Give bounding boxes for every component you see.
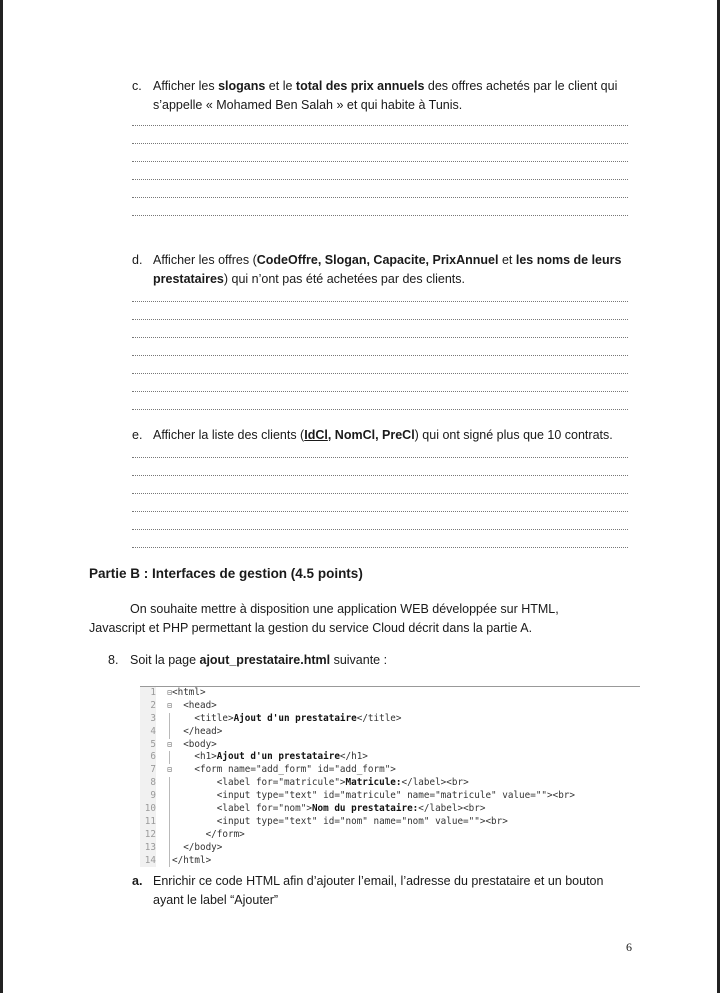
text: et [498,253,516,267]
code-line [140,855,640,868]
line-number: 5 [140,739,156,752]
answer-line [132,180,628,198]
line-number: 2 [140,700,156,713]
fold-guide [169,790,170,803]
code-line [140,829,640,842]
code-bold-text: Ajout d'un prestataire [233,712,357,724]
line-number: 6 [140,751,156,764]
bold-text: total des prix annuels [295,79,425,93]
text: Afficher la liste des clients ( [153,428,305,442]
code-listing [140,686,640,867]
fold-guide [169,726,170,739]
answer-line [132,440,628,458]
code-markup: </label><br> [418,803,486,815]
text: Afficher les offres ( [153,253,257,267]
section-title: Partie B : Interfaces de gestion (4.5 points) [89,566,363,581]
answer-line [132,126,628,144]
line-number: 13 [140,842,156,855]
text: Soit la page [130,653,200,667]
question-8 [108,653,387,667]
code-markup: <input type="text" id="nom" name="nom" value=""><br> [172,815,508,827]
answer-line [132,320,628,338]
line-number: 1 [140,687,156,700]
code-line [140,726,640,739]
text: ) qui ont signé plus que 10 contrats. [414,428,613,442]
code-markup: </head> [172,725,223,737]
text: des offres achetés par le client qui [424,79,618,93]
code-line [140,777,640,790]
question-a-letter: a. [132,874,143,888]
question-8-number: 8. [108,653,119,667]
fold-guide [169,816,170,829]
answer-line [132,284,628,302]
code-text [172,726,222,739]
code-line [140,687,640,700]
fold-guide [169,777,170,790]
question-e-letter: e. [132,428,143,442]
code-markup: <input type="text" id="matricule" name="matricule" value=""><br> [172,790,575,802]
code-line [140,739,640,752]
answer-line [132,476,628,494]
section-intro [89,600,609,638]
code-text [172,700,217,713]
underlined-bold-text: IdCl [304,428,328,442]
code-line [140,803,640,816]
fold-toggle-icon[interactable]: ⊟ [167,700,172,710]
text: et le [265,79,296,93]
code-markup: <label for="nom"> [172,803,312,815]
question-a-line1 [132,872,632,891]
code-markup: <head> [172,699,217,711]
code-markup: </form> [172,828,245,840]
fold-guide [169,842,170,855]
code-markup: <h1> [172,751,217,763]
fold-toggle-icon[interactable]: ⊟ [167,739,172,749]
line-number: 4 [140,726,156,739]
bold-text: prestataires [153,272,224,286]
code-text [172,764,396,777]
answer-line [132,198,628,216]
line-number: 7 [140,764,156,777]
code-text [172,842,222,855]
answer-lines-d [132,284,628,410]
answer-line [132,302,628,320]
page-edge-left [0,0,3,993]
question-c-letter: c. [132,79,142,93]
fold-guide [169,855,170,868]
code-text [172,816,508,829]
code-bold-text: Ajout d'un prestataire [216,751,340,763]
code-markup: <title> [172,712,234,724]
answer-line [132,392,628,410]
bold-text: , NomCl, PreCl [327,428,415,442]
answer-line [132,108,628,126]
bold-text: slogans [218,79,266,93]
line-number: 11 [140,816,156,829]
code-text [172,855,211,868]
intro-line1: On souhaite mettre à disposition une application WEB développée sur HTML, [130,602,559,616]
fold-guide [169,713,170,726]
code-text [172,713,402,726]
code-line [140,764,640,777]
page-number: 6 [626,940,632,954]
code-markup: <label for="matricule"> [172,777,346,789]
code-text [172,739,217,752]
text: Afficher les [153,79,219,93]
code-text [172,829,245,842]
answer-line [132,458,628,476]
code-markup: </body> [172,841,223,853]
answer-line [132,530,628,548]
answer-line [132,374,628,392]
code-line [140,700,640,713]
code-text [172,790,575,803]
question-a [132,872,632,910]
text: Enrichir ce code HTML afin d’ajouter l’email, l’adresse du prestataire et un bouton [153,874,604,888]
line-number: 8 [140,777,156,790]
code-markup: </html> [172,854,212,866]
answer-lines-e [132,440,628,548]
code-markup: </h1> [339,751,368,763]
question-d-line1 [132,251,632,270]
code-line [140,790,640,803]
question-a-line2: ayant le label “Ajouter” [153,893,279,907]
line-number: 10 [140,803,156,816]
code-line [140,842,640,855]
code-line [140,713,640,726]
question-c-line1 [132,77,632,96]
intro-line2: Javascript et PHP permettant la gestion du service Cloud décrit dans la partie A. [89,621,533,635]
question-d-letter: d. [132,253,143,267]
code-markup: <html> [172,687,206,698]
line-number: 3 [140,713,156,726]
answer-line [132,144,628,162]
answer-line [132,494,628,512]
code-markup: </label><br> [401,777,469,789]
bold-text: les noms de leurs [515,253,622,267]
answer-line [132,162,628,180]
code-markup: <body> [172,738,217,750]
code-bold-text: Nom du prestataire: [311,803,419,815]
fold-guide [169,829,170,842]
bold-text: ajout_prestataire.html [199,653,331,667]
code-markup: <form name="add_form" id="add_form"> [172,764,396,776]
code-markup: </title> [356,712,402,724]
fold-toggle-icon[interactable]: ⊟ [167,765,172,775]
code-line [140,751,640,764]
code-text [172,777,469,790]
answer-line [132,338,628,356]
fold-guide [169,803,170,816]
code-text [172,803,485,816]
bold-text: CodeOffre, Slogan, Capacite, PrixAnnuel [256,253,499,267]
answer-line [132,356,628,374]
question-c-line2: s’appelle « Mohamed Ben Salah » et qui habite à Tunis. [153,98,463,112]
line-number: 9 [140,790,156,803]
answer-line [132,512,628,530]
fold-toggle-icon[interactable]: ⊟ [167,688,172,697]
line-number: 14 [140,855,156,868]
text: ) qui n’ont pas été achetées par des clients. [223,272,465,286]
line-number: 12 [140,829,156,842]
code-text [172,687,206,700]
text: suivante : [330,653,388,667]
code-bold-text: Matricule: [345,777,402,789]
code-text [172,751,368,764]
code-line [140,816,640,829]
fold-guide [169,751,170,764]
answer-lines-c [132,108,628,216]
